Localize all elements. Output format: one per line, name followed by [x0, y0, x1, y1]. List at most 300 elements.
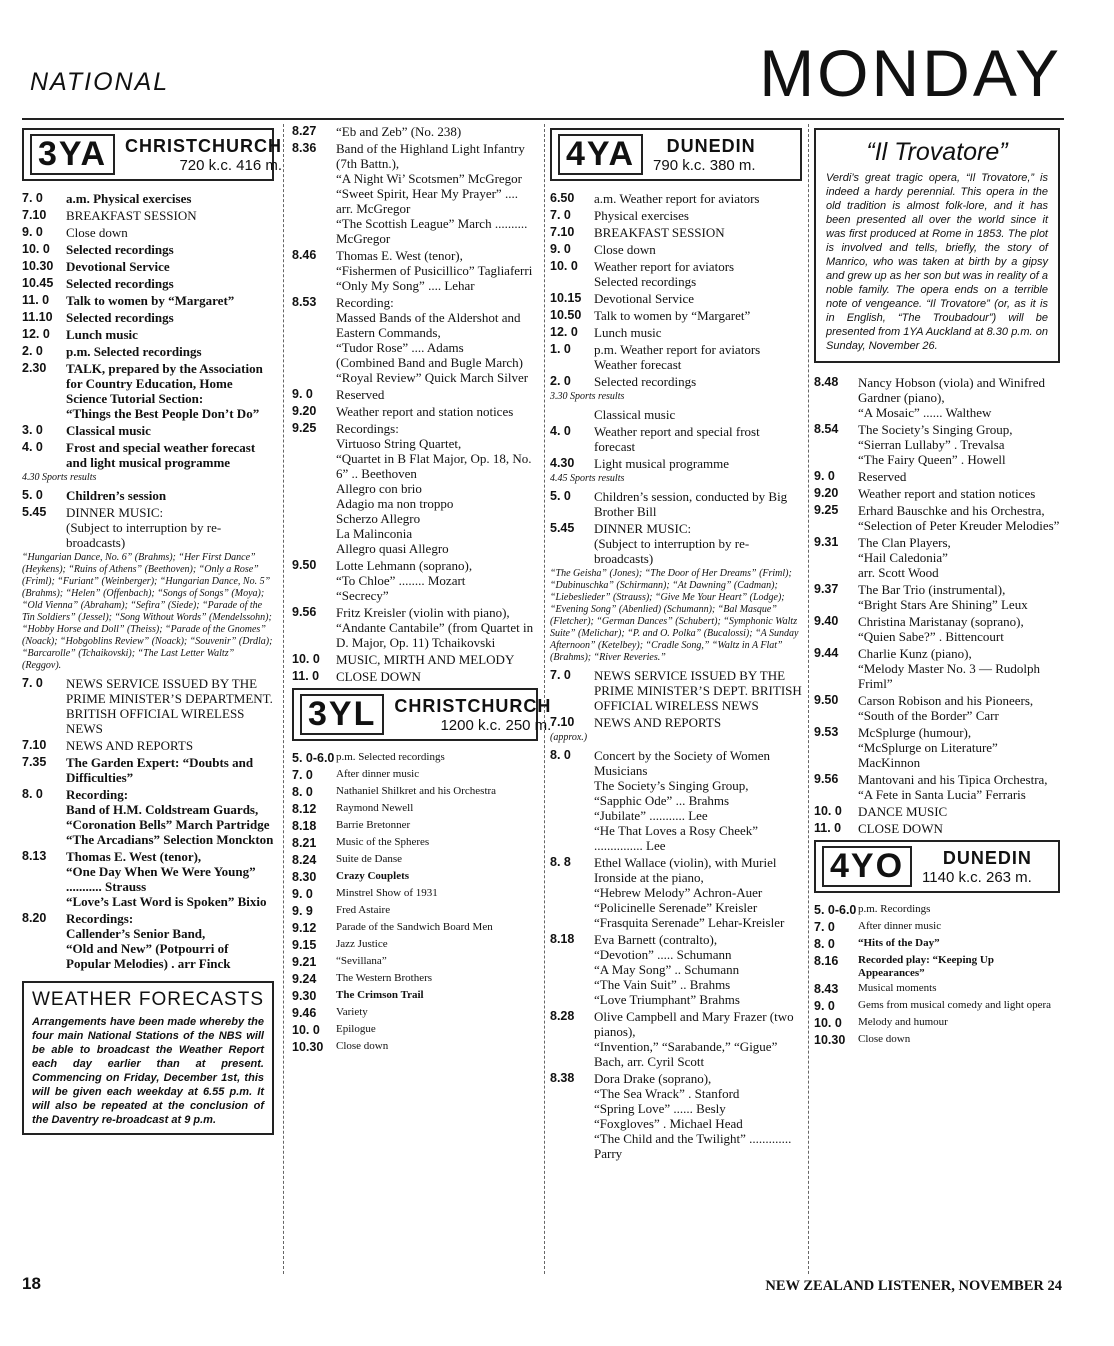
programme-text: Variety — [336, 1006, 368, 1019]
programme-entry — [550, 521, 802, 566]
programme-time: 7.10 — [22, 208, 47, 223]
programme-entry — [22, 310, 274, 325]
programme-time: 8.30 — [292, 870, 317, 885]
programme-text: Carson Robison and his Pioneers, “South of the Border” Carr — [858, 693, 1034, 723]
programme-text: CLOSE DOWN — [858, 821, 943, 836]
programme-time: 8.28 — [550, 1009, 575, 1024]
programme-list-4ya — [550, 191, 802, 1161]
programme-time: 7.35 — [22, 755, 47, 770]
programme-text: Children’s session — [66, 488, 167, 504]
programme-text: Olive Campbell and Mary Frazer (two pianos), “Invention,” “Sarabande,” “Gigue” Bach, arr. Cyril Scott — [594, 1009, 794, 1070]
programme-entry — [22, 423, 274, 438]
programme-time: 9.25 — [814, 503, 839, 517]
programme-text: Weather report and station notices — [336, 404, 514, 419]
programme-list-4ya-cont — [814, 375, 1060, 836]
programme-text: Devotional Service — [66, 259, 170, 275]
programme-time: 10. 0 — [550, 259, 578, 274]
programme-entry — [292, 652, 538, 667]
station-call: 3YA — [30, 134, 115, 175]
programme-time: 10. 0 — [292, 652, 320, 666]
programme-time: 8. 0 — [550, 748, 571, 763]
programme-entry — [550, 308, 802, 323]
programme-text: DINNER MUSIC: (Subject to interruption by re-broadcasts) — [66, 505, 222, 551]
programme-time: 9.40 — [814, 614, 839, 628]
programme-entry — [814, 903, 1060, 918]
programme-entry — [292, 955, 538, 970]
programme-text: Close down — [594, 242, 656, 258]
programme-text: The Garden Expert: “Doubts and Difficulties” — [66, 755, 254, 786]
programme-entry — [550, 1009, 802, 1069]
programme-text: “Sevillana” — [336, 955, 387, 968]
programme-time: 1. 0 — [550, 342, 571, 357]
programme-text: Selected recordings — [66, 310, 174, 326]
programme-text: Close down — [336, 1040, 389, 1053]
programme-entry — [550, 291, 802, 306]
programme-text: Lunch music — [594, 325, 662, 341]
station-call: 4YO — [822, 846, 912, 887]
programme-entry — [550, 1071, 802, 1161]
programme-entry — [292, 124, 538, 139]
programme-time: 7. 0 — [814, 920, 835, 935]
station-city: DUNEDIN — [666, 135, 756, 156]
programme-time: 5.45 — [550, 521, 575, 536]
programme-time: 8.46 — [292, 248, 317, 262]
programme-entry — [550, 407, 802, 422]
programme-text: After dinner music — [336, 768, 420, 781]
programme-entry — [22, 276, 274, 291]
programme-time: 9. 0 — [292, 387, 313, 401]
programme-text: Nancy Hobson (viola) and Winifred Gardner (piano), “A Mosaic” ...... Walthew — [858, 375, 1045, 420]
trovatore-title: “Il Trovatore” — [866, 138, 1008, 166]
programme-entry — [22, 755, 274, 785]
programme-time: 9.37 — [814, 582, 839, 596]
programme-entry — [814, 920, 1060, 935]
programme-entry — [550, 191, 802, 206]
programme-time: 8.21 — [292, 836, 317, 851]
column-3 — [550, 124, 802, 1274]
programme-note: (approx.) — [550, 732, 588, 744]
programme-list-3ya — [22, 191, 274, 971]
programme-entry — [814, 375, 1060, 420]
programme-entry — [814, 725, 1060, 770]
programme-entry — [22, 208, 274, 223]
station-city: DUNEDIN — [942, 847, 1032, 868]
programme-time: 8.24 — [292, 853, 317, 868]
programme-time: 8.18 — [550, 932, 575, 947]
programme-entry — [292, 1006, 538, 1021]
programme-text: Lotte Lehmann (soprano), “To Chloe” ........ Mozart “Secrecy” — [336, 558, 473, 603]
programme-time: 12. 0 — [22, 327, 50, 342]
programme-entry — [292, 972, 538, 987]
programme-text: Talk to women by “Margaret” — [66, 293, 235, 309]
programme-time: 8.36 — [292, 141, 317, 155]
station-banner-4yo — [814, 840, 1060, 893]
programme-entry — [22, 849, 274, 909]
programme-time: 8.53 — [292, 295, 317, 309]
programme-text: Barrie Bretonner — [336, 819, 411, 832]
programme-entry — [292, 802, 538, 817]
programme-time: 11. 0 — [292, 669, 320, 683]
station-banner-3yl — [292, 688, 552, 741]
programme-entry — [814, 535, 1060, 580]
programme-time: 9.30 — [292, 989, 317, 1004]
programme-time: 9.12 — [292, 921, 317, 936]
programme-text: Classical music — [594, 407, 676, 423]
programme-entry — [814, 999, 1060, 1014]
programme-entry — [814, 772, 1060, 802]
programme-text: BREAKFAST SESSION — [66, 208, 197, 224]
programme-time: 10.50 — [550, 308, 582, 323]
programme-time: 10. 0 — [814, 804, 842, 818]
programme-time: 8.38 — [550, 1071, 575, 1086]
programme-entry — [550, 325, 802, 340]
weather-body: Arrangements have been made whereby the four main National Stations of the NBS will be able to broadcast the Weather Report each day earlier than at present. Commencing on Friday, December 1st, this will be given each weekday at 6.55 p.m. It will also be repeated at the conclusion of the Daventry re-broadcast at 9 p.m. — [32, 1016, 264, 1127]
programme-time: 8. 0 — [814, 937, 835, 952]
programme-entry — [22, 293, 274, 308]
programme-text: NEWS AND REPORTS — [594, 715, 722, 731]
programme-text: NEWS AND REPORTS — [66, 738, 194, 754]
programme-text: Gems from musical comedy and light opera — [858, 999, 1052, 1012]
programme-entry — [292, 404, 538, 419]
programme-time: 5. 0-6.0 — [292, 751, 335, 766]
programme-text: Lunch music — [66, 327, 138, 343]
programme-time: 9.21 — [292, 955, 317, 970]
programme-entry — [814, 693, 1060, 723]
programme-text: Dora Drake (soprano), “The Sea Wrack” . Stanford “Spring Love” ...... Besly “Foxgloves” . Michael Head “The Child and the Twilight” ............. Parry — [594, 1071, 792, 1162]
programme-entry — [22, 191, 274, 206]
programme-time: 9. 9 — [292, 904, 313, 919]
programme-text: Musical moments — [858, 982, 937, 995]
programme-time: 2. 0 — [22, 344, 43, 359]
programme-entry — [22, 327, 274, 342]
programme-time: 6.50 — [550, 191, 575, 206]
programme-time: 9.46 — [292, 1006, 317, 1021]
programme-entry — [292, 989, 538, 1004]
programme-entry — [814, 937, 1060, 952]
programme-text: BREAKFAST SESSION — [594, 225, 725, 241]
programme-text: Recorded play: “Keeping Up Appearances” — [858, 954, 994, 980]
programme-time: 8.27 — [292, 124, 317, 138]
programme-time: 7.10 — [22, 738, 47, 753]
programme-time: 9.53 — [814, 725, 839, 739]
programme-text: Mantovani and his Tipica Orchestra, “A Fete in Santa Lucia” Ferraris — [858, 772, 1048, 802]
programme-entry — [550, 668, 802, 713]
programme-text: Talk to women by “Margaret” — [594, 308, 751, 324]
programme-time: 5.45 — [22, 505, 47, 520]
programme-time: 9.56 — [292, 605, 317, 619]
programme-entry — [814, 821, 1060, 836]
programme-text: Nathaniel Shilkret and his Orchestra — [336, 785, 497, 798]
programme-text: Crazy Couplets — [336, 870, 410, 883]
programme-text: Devotional Service — [594, 291, 694, 307]
programme-entry — [22, 225, 274, 240]
programme-entry — [292, 819, 538, 834]
programme-text: Music of the Spheres — [336, 836, 430, 849]
programme-entry — [550, 342, 802, 372]
programme-time: 7. 0 — [550, 668, 571, 683]
programme-time: 8.18 — [292, 819, 317, 834]
top-rule — [22, 118, 1064, 120]
programme-time: 8.12 — [292, 802, 317, 817]
programme-time: 9. 0 — [550, 242, 571, 257]
programme-text: Raymond Newell — [336, 802, 414, 815]
programme-text: After dinner music — [858, 920, 942, 933]
programme-entry — [814, 503, 1060, 533]
programme-entry — [292, 921, 538, 936]
station-call: 4YA — [558, 134, 643, 175]
programme-text: DANCE MUSIC — [858, 804, 948, 819]
programme-entry — [22, 361, 274, 421]
programme-entry — [550, 489, 802, 519]
programme-text: Epilogue — [336, 1023, 376, 1036]
programme-text: p.m. Recordings — [858, 903, 931, 916]
programme-text: The Crimson Trail — [336, 989, 424, 1002]
programme-text: Weather report for aviators Selected recordings — [594, 259, 735, 290]
programme-text: The Western Brothers — [336, 972, 433, 985]
programme-entry — [550, 259, 802, 289]
programme-entry — [814, 486, 1060, 501]
programme-entry — [292, 605, 538, 650]
programme-list-3yl — [292, 751, 538, 1055]
programme-text: NEWS SERVICE ISSUED BY THE PRIME MINISTER’S DEPT. BRITISH OFFICIAL WIRELESS NEWS — [594, 668, 802, 714]
programme-time: 9.50 — [292, 558, 317, 572]
programme-entry — [550, 855, 802, 930]
programme-text: Children’s session, conducted by Big Brother Bill — [594, 489, 788, 520]
programme-time: 8.54 — [814, 422, 839, 436]
programme-text: Recordings: Virtuoso String Quartet, “Quartet in B Flat Major, Op. 18, No. 6” .. Beethoven Allegro con brio Adagio ma non troppo Scherzo Allegro La Malinconia Allegro quasi Allegro — [336, 421, 532, 556]
column-1 — [22, 124, 283, 1274]
programme-entry — [550, 225, 802, 240]
programme-time: 8.20 — [22, 911, 47, 926]
programme-entry — [292, 853, 538, 868]
programme-entry — [550, 715, 802, 730]
programme-entry — [22, 440, 274, 470]
programme-time: 8.13 — [22, 849, 47, 864]
programme-entry — [550, 456, 802, 471]
programme-entry — [292, 887, 538, 902]
programme-text: a.m. Physical exercises — [66, 191, 192, 207]
station-city: CHRISTCHURCH — [394, 695, 552, 716]
programme-text: DINNER MUSIC: (Subject to interruption by re-broadcasts) — [594, 521, 750, 567]
programme-time: 5. 0 — [22, 488, 43, 503]
programme-text: Reserved — [336, 387, 385, 402]
programme-time: 8.16 — [814, 954, 839, 969]
programme-text: “Hits of the Day” — [858, 937, 940, 950]
programme-time: 11. 0 — [814, 821, 842, 835]
publication-footer: NEW ZEALAND LISTENER, NOVEMBER 24 — [765, 1278, 1062, 1294]
programme-entry — [814, 582, 1060, 612]
programme-list-4yo — [814, 903, 1060, 1048]
programme-text: Close down — [66, 225, 128, 241]
programme-time: 9.44 — [814, 646, 839, 660]
programme-text: NEWS SERVICE ISSUED BY THE PRIME MINISTER’S DEPARTMENT. BRITISH OFFICIAL WIRELESS NEWS — [66, 676, 273, 737]
trovatore-body: Verdi’s great tragic opera, “Il Trovatore,” is indeed a hardy perennial. This opera in the old tradition is almost folk-lore, and it has been presented all over the world since it was first produced at Rome in 1853. The plot is involved and tells, briefly, the story of Manrico, who was taken at birth by a gipsy and grew up as her son but was in reality of a noble family. The opera ends on a terrible note of vengeance. “Il Trovatore” (or, as it is in English, “The Troubadour”) will be presented from 1YA Auckland at 8.30 p.m. on Sunday, November 26. — [826, 172, 1048, 352]
programme-time: 7. 0 — [292, 768, 313, 783]
programme-time: 9. 0 — [22, 225, 43, 240]
programme-time: 10.30 — [292, 1040, 324, 1055]
programme-text: Close down — [858, 1033, 911, 1046]
programme-text: p.m. Selected recordings — [66, 344, 202, 360]
programme-text: Light musical programme — [594, 456, 730, 472]
programme-entry — [292, 904, 538, 919]
programme-text: Christina Maristanay (soprano), “Quien Sabe?” . Bittencourt — [858, 614, 1024, 644]
programme-text: Suite de Danse — [336, 853, 402, 866]
programme-time: 10.15 — [550, 291, 582, 306]
programme-entry — [22, 344, 274, 359]
programme-text: Ethel Wallace (violin), with Muriel Ironside at the piano, “Hebrew Melody” Achron-Auer “Policinelle Serenade” Kreisler “Frasquita Serenade” Lehar-Kreisler — [594, 855, 785, 931]
programme-time: 10. 0 — [814, 1016, 842, 1031]
programme-text: Fritz Kreisler (violin with piano), “Andante Cantabile” (from Quartet in D. Major, Op. 11) Tchaikovski — [336, 605, 534, 650]
programme-time: 4.30 — [550, 456, 575, 471]
programme-text: Jazz Justice — [336, 938, 388, 951]
programme-time: 7.10 — [550, 225, 575, 240]
programme-entry — [22, 242, 274, 257]
programme-text: The Clan Players, “Hail Caledonia” arr. Scott Wood — [858, 535, 951, 580]
programme-text: Recordings: Callender’s Senior Band, “Old and New” (Potpourri of Popular Melodies) . arr Finck — [66, 911, 231, 972]
programme-text: “Eb and Zeb” (No. 238) — [336, 124, 462, 139]
programme-entry — [292, 938, 538, 953]
programme-entry — [814, 1016, 1060, 1031]
station-banner-3ya — [22, 128, 283, 181]
programme-entry — [292, 768, 538, 783]
programme-text: a.m. Weather report for aviators — [594, 191, 760, 207]
programme-entry — [292, 785, 538, 800]
column-4 — [814, 124, 1060, 1274]
programme-time: 7. 0 — [22, 676, 43, 691]
programme-entry — [814, 646, 1060, 691]
programme-entry — [292, 751, 538, 766]
programme-entry — [550, 208, 802, 223]
programme-entry — [22, 787, 274, 847]
programme-time: 7. 0 — [550, 208, 571, 223]
programme-time: 10. 0 — [22, 242, 50, 257]
programme-entry — [550, 424, 802, 454]
programme-entry — [814, 982, 1060, 997]
programme-text: p.m. Selected recordings — [336, 751, 445, 764]
programme-time: 8. 0 — [22, 787, 43, 802]
programme-entry — [292, 295, 538, 385]
programme-note: “The Geisha” (Jones); “The Door of Her Dreams” (Friml); “Dubinuschka” (Schirmann); “At Dawning” (Cadman); “Liebeslieder” (Strauss); “Give Me Your Heart” (Lodge); “Evening Song” (Abenlied) (Schumann); “Bal Masque” (Fletcher); “German Dances” (Schubert); “Symphonic Waltz Suite” (Melichar); “P. and O. Polka” (Bucalossi); “A Sunday Afternoon” (Ketelbey); “Cradle Song,” “Waltz in A Flat” (Brahms); “River Reveries.” — [550, 568, 799, 664]
programme-entry — [814, 422, 1060, 467]
programme-entry — [814, 804, 1060, 819]
programme-entry — [814, 614, 1060, 644]
programme-text: Frost and special weather forecast and light musical programme — [66, 440, 256, 471]
programme-time: 11. 0 — [22, 293, 50, 308]
station-banner-4ya — [550, 128, 802, 181]
programme-time: 2.30 — [22, 361, 47, 376]
programme-entry — [22, 911, 274, 971]
programme-time: 12. 0 — [550, 325, 578, 340]
programme-time: 9.50 — [814, 693, 839, 707]
programme-time: 2. 0 — [550, 374, 571, 389]
programme-entry — [292, 421, 538, 556]
station-frequency: 720 k.c. 416 m. — [179, 156, 283, 174]
programme-time: 8.43 — [814, 982, 839, 997]
section-label: NATIONAL — [30, 68, 170, 96]
programme-text: MUSIC, MIRTH AND MELODY — [336, 652, 515, 667]
programme-text: Weather report and special frost forecast — [594, 424, 760, 455]
programme-text: The Bar Trio (instrumental), “Bright Stars Are Shining” Leux — [858, 582, 1028, 612]
programme-entry — [292, 1040, 538, 1055]
programme-entry — [22, 488, 274, 503]
programme-text: Thomas E. West (tenor), “Fishermen of Pusicillico” Tagliaferri “Only My Song” .... Lehar — [336, 248, 533, 293]
programme-time: 7. 0 — [22, 191, 43, 206]
programme-entry — [814, 1033, 1060, 1048]
programme-time: 10. 0 — [292, 1023, 320, 1038]
programme-time: 5. 0-6.0 — [814, 903, 857, 918]
programme-time: 9. 0 — [292, 887, 313, 902]
programme-time: 11.10 — [22, 310, 53, 325]
station-call: 3YL — [300, 694, 384, 735]
programme-time: 9.24 — [292, 972, 317, 987]
programme-entry — [22, 259, 274, 274]
programme-text: The Society’s Singing Group, “Sierran Lullaby” . Trevalsa “The Fairy Queen” . Howell — [858, 422, 1013, 467]
programme-list-3ya-cont — [292, 124, 538, 684]
column-divider — [808, 124, 809, 1274]
programme-text: Physical exercises — [594, 208, 689, 224]
programme-entry — [550, 748, 802, 853]
column-divider — [283, 124, 284, 1274]
page-number: 18 — [22, 1274, 41, 1293]
programme-text: Classical music — [66, 423, 151, 439]
programme-entry — [814, 469, 1060, 484]
programme-entry — [22, 676, 274, 736]
programme-entry — [550, 242, 802, 257]
programme-text: Selected recordings — [594, 374, 697, 390]
programme-entry — [550, 932, 802, 1007]
programme-time: 8.48 — [814, 375, 839, 389]
programme-text: Charlie Kunz (piano), “Melody Master No. 3 — Rudolph Friml” — [858, 646, 1040, 691]
programme-entry — [292, 558, 538, 603]
programme-time: 3. 0 — [22, 423, 43, 438]
programme-text: Selected recordings — [66, 242, 174, 258]
programme-entry — [292, 141, 538, 246]
programme-time: 7.10 — [550, 715, 575, 730]
programme-text: Erhard Bauschke and his Orchestra, “Selection of Peter Kreuder Melodies” — [858, 503, 1060, 533]
programme-text: Fred Astaire — [336, 904, 391, 917]
programme-text: CLOSE DOWN — [336, 669, 421, 684]
weather-title: WEATHER FORECASTS — [32, 989, 264, 1011]
programme-text: Thomas E. West (tenor), “One Day When We Were Young” ........... Strauss “Love’s Last Word is Spoken” Bixio — [66, 849, 267, 910]
programme-entry — [292, 1023, 538, 1038]
programme-time: 4. 0 — [22, 440, 43, 455]
programme-time: 9.20 — [292, 404, 317, 418]
programme-time: 4. 0 — [550, 424, 571, 439]
programme-time: 9.20 — [814, 486, 839, 500]
programme-time: 9.31 — [814, 535, 839, 549]
programme-note: 3.30 Sports results — [550, 391, 625, 403]
programme-text: Selected recordings — [66, 276, 174, 292]
station-city: CHRISTCHURCH — [125, 135, 283, 156]
programme-entry — [814, 954, 1060, 980]
column-2 — [292, 124, 552, 1274]
programme-entry — [292, 387, 538, 402]
programme-entry — [292, 836, 538, 851]
programme-time: 9. 0 — [814, 469, 835, 483]
programme-text: Band of the Highland Light Infantry (7th Battn.), “A Night Wi’ Scotsmen” McGregor “Sweet Spirit, Hear My Prayer” .... arr. McGregor “The Scottish League” March .......... McGregor — [336, 141, 528, 246]
programme-entry — [292, 870, 538, 885]
programme-note: 4.45 Sports results — [550, 473, 625, 485]
programme-text: Melody and humour — [858, 1016, 948, 1029]
programme-time: 5. 0 — [550, 489, 571, 504]
programme-note: “Hungarian Dance, No. 6” (Brahms); “Her First Dance” (Heykens); “Ruins of Athens” (Beethoven); “Only a Rose” (Friml); “Furiant” (Weinberger); “Hungarian Dance, No. 5” (Brahms); “Helen” (Offenbach); “Songs of Songs” (Moya); “Old Vienna” (Abraham); “Sefira” (Siede); “Parade of the Tin Soldiers” (Jessel); “Song Without Words” (Mendelssohn); “Hobby Horse and Doll” (Theiss); “Parade of the Gnomes” (Noack); “Hobgoblins Review” (Noack); “Souvenir” (Drdla); “Barcarolle” (Tchaikovski); “The Last Letter Waltz” (Reggov). — [22, 552, 273, 672]
programme-time: 9.56 — [814, 772, 839, 786]
il-trovatore-box — [814, 128, 1060, 363]
programme-text: Eva Barnett (contralto), “Devotion” ..... Schumann “A May Song” .. Schumann “The Vain Suit” .. Brahms “Love Triumphant” Brahms — [594, 932, 740, 1008]
programme-text: Concert by the Society of Women Musicians The Society’s Singing Group, “Sapphic Ode” ... Brahms “Jubilate” ........... Lee “He That Loves a Rosy Cheek” ............... Lee — [594, 748, 770, 854]
programme-note: 4.30 Sports results — [22, 472, 97, 484]
station-frequency: 1140 k.c. 263 m. — [922, 868, 1032, 886]
